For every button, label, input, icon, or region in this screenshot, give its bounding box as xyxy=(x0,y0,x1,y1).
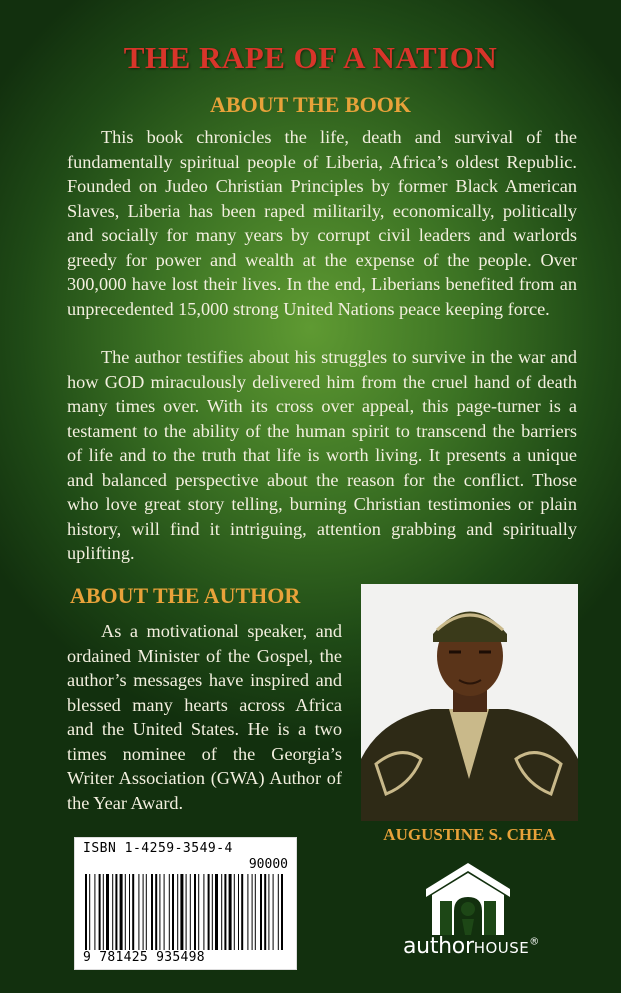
barcode-bar xyxy=(112,874,113,950)
barcode-bar xyxy=(247,874,248,950)
barcode-bar xyxy=(132,874,134,950)
barcode-bar xyxy=(146,874,147,950)
barcode-bar xyxy=(252,874,253,950)
barcode-bar xyxy=(94,874,95,950)
barcode-bar xyxy=(151,874,153,950)
barcode-bar xyxy=(106,874,109,950)
barcode-bar xyxy=(172,874,174,950)
publisher-house-logo-icon xyxy=(418,857,518,939)
barcode-bar xyxy=(212,874,213,950)
barcode-bar xyxy=(180,874,183,950)
about-author-text: As a motivational speaker, and ordained Minister of the Gospel, the author’s messages have inspired and blessed many hearts across Africa and the United States. He is a two times nominee of the Georgia’s Writer Association (GWA) Author of the Year Award. xyxy=(67,621,342,813)
barcode-bar xyxy=(190,874,191,950)
barcode-bar xyxy=(125,874,126,950)
barcode-bar xyxy=(273,874,274,950)
registered-mark: ® xyxy=(529,936,539,948)
barcode-bar xyxy=(85,874,87,950)
barcode-bar xyxy=(186,874,187,950)
barcode-bar xyxy=(215,874,218,950)
brand-house: HOUSE xyxy=(473,939,530,957)
about-author-heading: ABOUT THE AUTHOR xyxy=(70,583,301,608)
barcode-bar xyxy=(260,874,262,950)
barcode-bar xyxy=(198,874,199,950)
barcode-bar xyxy=(234,874,235,950)
barcode-bar xyxy=(103,874,104,950)
barcode-bar xyxy=(221,874,222,950)
barcode-bar xyxy=(229,874,232,950)
about-book-heading: ABOUT THE BOOK xyxy=(210,92,411,117)
barcode-bar xyxy=(224,874,226,950)
about-book-text-2: The author testifies about his struggles to survive in the war and how GOD miraculously delivered him from the cruel hand of death many times over. With its cross over appeal, this page-turner is a testament to the ability of the human spirit to transcend the barriers of life and to the truth that life is worth living. It presents a unique and balanced perspective about the reason for the conflict. Those who love great story telling, burning Christian testimonies or plain history, will find it intriguing, attention grabbing and spiritually uplifting. xyxy=(67,347,577,563)
barcode-bar xyxy=(241,874,243,950)
barcode-bar xyxy=(143,874,144,950)
barcode-bar xyxy=(155,874,157,950)
barcode-bar xyxy=(159,874,160,950)
book-title: THE RAPE OF A NATION xyxy=(123,40,498,75)
barcode-bar xyxy=(194,874,196,950)
barcode-bar xyxy=(120,874,123,950)
barcode-bar xyxy=(115,874,117,950)
barcode-bar xyxy=(177,874,178,950)
barcode-bar xyxy=(238,874,239,950)
barcode-bar xyxy=(268,874,269,950)
barcode-bar xyxy=(208,874,210,950)
barcode-bar xyxy=(203,874,204,950)
author-portrait-illustration xyxy=(361,584,578,821)
barcode-bar xyxy=(278,874,279,950)
barcode-bar xyxy=(164,874,165,950)
barcode-bar xyxy=(99,874,101,950)
author-photo xyxy=(361,584,578,821)
about-book-paragraph-1 xyxy=(67,125,577,321)
barcode-bar xyxy=(264,874,266,950)
isbn-label: ISBN 1-4259-3549-4 xyxy=(83,841,233,856)
brand-author: author xyxy=(403,934,474,959)
publisher-brand xyxy=(403,934,563,959)
barcode-bar xyxy=(138,874,139,950)
barcode-bar xyxy=(169,874,170,950)
about-book-paragraph-2 xyxy=(67,345,577,566)
barcode-bar xyxy=(255,874,256,950)
isbn-barcode xyxy=(74,837,297,970)
barcode-bar xyxy=(281,874,283,950)
barcode-bar xyxy=(129,874,130,950)
price-code: 90000 xyxy=(248,857,288,872)
author-name: AUGUSTINE S. CHEA xyxy=(383,825,556,844)
barcode-bar xyxy=(89,874,90,950)
about-book-text-1: This book chronicles the life, death and survival of the fundamentally spiritual people of Liberia, Africa’s oldest Republic. Founded on Judeo Christian Principles by former Black American Slaves, Liberia has been raped militarily, economically, politically and socially for many years by corrupt civil leaders and warlords greedy for power and wealth at the expense of the people. Over 300,000 have lost their lives. In the end, Liberians benefited from an unprecedented 15,000 strong United Nations peace keeping force. xyxy=(67,127,577,319)
barcode-digits: 9 781425 935498 xyxy=(83,950,205,965)
about-author-paragraph xyxy=(67,619,342,815)
